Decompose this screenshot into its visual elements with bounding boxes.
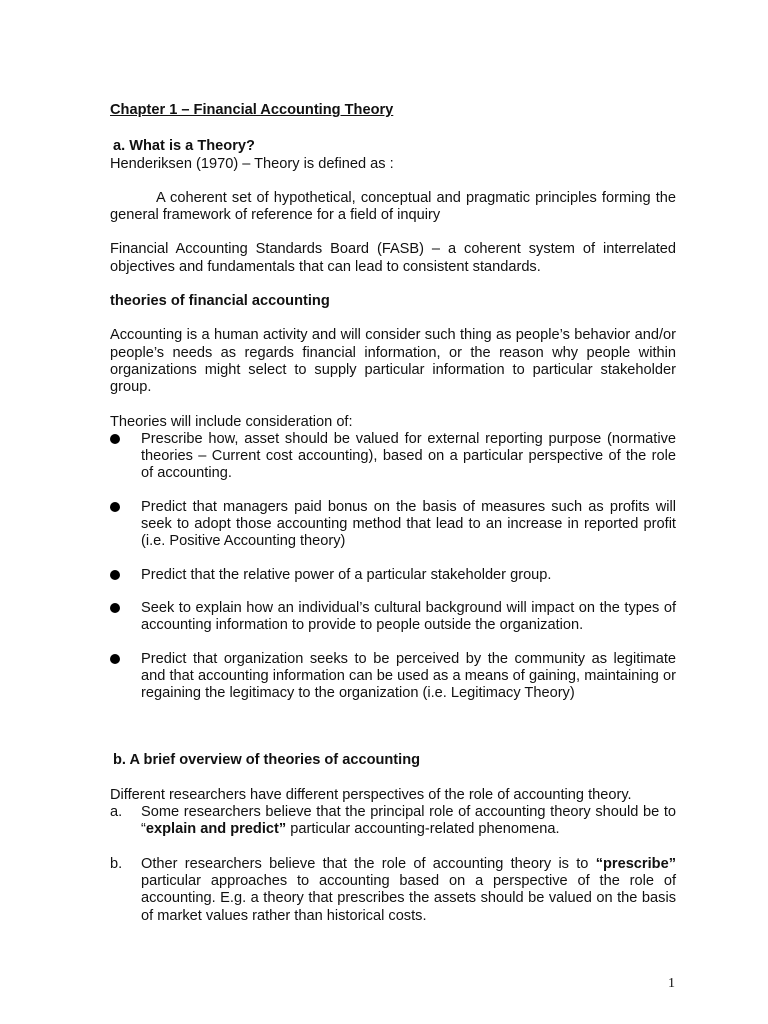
list-item-text: Predict that the relative power of a particular stakeholder group. bbox=[141, 566, 552, 583]
section-b-intro: Different researchers have different perspectives of the role of accounting theory. bbox=[110, 786, 632, 803]
list-item bbox=[110, 856, 676, 925]
list-item bbox=[110, 804, 676, 839]
section-a-heading: a. What is a Theory? bbox=[113, 138, 255, 155]
theories-heading: theories of financial accounting bbox=[110, 293, 330, 310]
emphasis-text: “prescribe” bbox=[595, 855, 676, 872]
list-item-text: Some researchers believe that the principal role of accounting theory should be to “ bbox=[141, 804, 676, 838]
bullet-icon bbox=[110, 434, 120, 444]
list-item-text: Prescribe how, asset should be valued for external reporting purpose (normative theories – Current cost accounting), based on a particular perspective of the role of accounting. bbox=[141, 430, 676, 482]
emphasis-text: explain and predict” bbox=[145, 821, 287, 838]
list-item-text: Predict that organization seeks to be perceived by the community as legitimate and that accounting information can be used as a means of gaining, maintaining or regaining the legitimacy to the organization (i.e. Legitimacy Theory) bbox=[141, 650, 676, 702]
section-b-heading: b. A brief overview of theories of accounting bbox=[113, 752, 421, 769]
consideration-list bbox=[110, 431, 676, 703]
list-item-text: particular approaches to accounting based on a perspective of the role of accounting. E.g. a theory that prescribes the assets should be valued on the basis of market values rather than historical costs. bbox=[141, 872, 676, 924]
list-item-text: Predict that managers paid bonus on the basis of measures such as profits will seek to adopt those accounting method that lead to an increase in reported profit (i.e. Positive Accounting theory) bbox=[141, 498, 676, 550]
list-item-text: Other researchers believe that the role of accounting theory is to bbox=[141, 855, 596, 872]
list-item bbox=[110, 651, 676, 703]
chapter-title: Chapter 1 – Financial Accounting Theory bbox=[110, 102, 394, 118]
bullet-icon bbox=[110, 603, 120, 613]
page-number: 1 bbox=[668, 976, 675, 991]
theory-definition: A coherent set of hypothetical, conceptual and pragmatic principles forming the general framework of reference for a field of inquiry bbox=[110, 189, 676, 224]
citation-line: Henderiksen (1970) – Theory is defined as : bbox=[110, 155, 394, 172]
list-item bbox=[110, 499, 676, 551]
list-marker: b. bbox=[110, 855, 123, 872]
bullet-icon bbox=[110, 570, 120, 580]
consideration-label: Theories will include consideration of: bbox=[110, 413, 353, 430]
list-item-text: Seek to explain how an individual’s cultural background will impact on the types of accounting information to provide to people outside the organization. bbox=[141, 599, 676, 634]
list-item bbox=[110, 600, 676, 635]
list-item bbox=[110, 431, 676, 483]
document-body bbox=[110, 102, 676, 925]
perspectives-list bbox=[110, 804, 676, 925]
list-item bbox=[110, 567, 676, 584]
list-item-text: particular accounting-related phenomena. bbox=[286, 821, 560, 838]
list-marker: a. bbox=[110, 804, 123, 821]
fasb-definition: Financial Accounting Standards Board (FASB) – a coherent system of interrelated objectives and fundamentals that can lead to consistent standards. bbox=[110, 241, 676, 275]
theories-intro: Accounting is a human activity and will consider such thing as people’s behavior and/or people’s needs as regards financial information, or the reason why people within organizations might select to supply particular information to particular stakeholder group. bbox=[110, 327, 676, 396]
bullet-icon bbox=[110, 502, 120, 512]
bullet-icon bbox=[110, 654, 120, 664]
